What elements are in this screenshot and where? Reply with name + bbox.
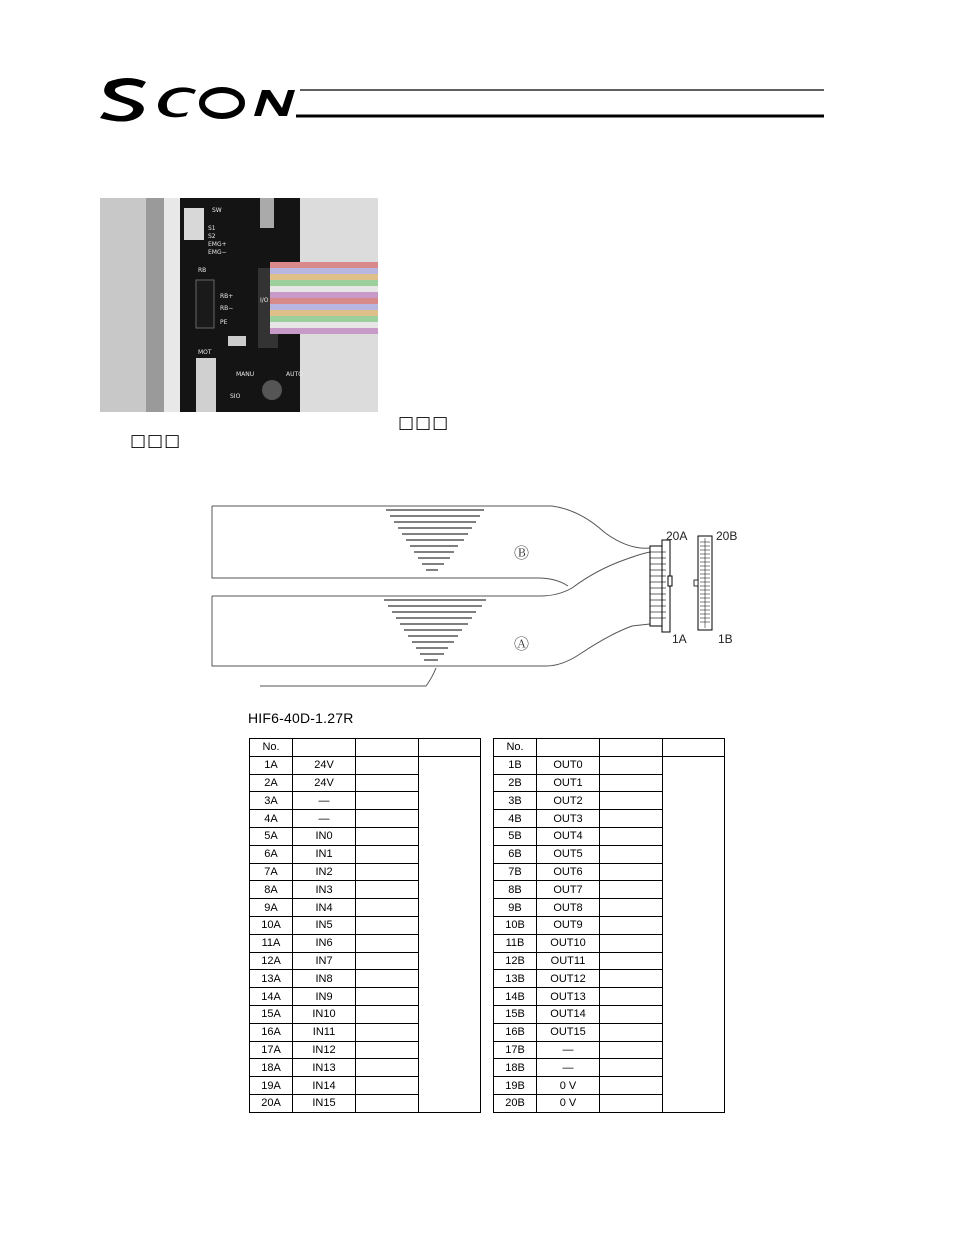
pin-label-20b: 20B xyxy=(716,529,738,543)
blank-cell xyxy=(356,952,419,970)
cable-b-lower-return xyxy=(212,552,650,596)
flat-cable-diagram xyxy=(200,496,760,696)
header-blank xyxy=(600,739,663,757)
pin-number-cell: 2B xyxy=(494,774,537,792)
blank-cell xyxy=(356,988,419,1006)
table-header-row xyxy=(494,739,725,757)
blank-cell xyxy=(356,1094,419,1112)
signal-cell: OUT10 xyxy=(537,934,600,952)
photo-label-sio: SIO xyxy=(230,393,241,400)
logo-s-glyph xyxy=(100,78,146,122)
logo-n-glyph xyxy=(254,90,295,116)
blank-cell xyxy=(356,1077,419,1095)
signal-cell: OUT14 xyxy=(537,1005,600,1023)
blank-cell xyxy=(356,827,419,845)
pin-number-cell: 9B xyxy=(494,899,537,917)
pin-number-cell: 6B xyxy=(494,845,537,863)
blank-cell xyxy=(600,988,663,1006)
blank-cell xyxy=(600,1041,663,1059)
blank-cell xyxy=(356,970,419,988)
signal-cell: IN6 xyxy=(293,934,356,952)
signal-cell: IN9 xyxy=(293,988,356,1006)
blank-cell xyxy=(356,810,419,828)
pin-number-cell: 3B xyxy=(494,792,537,810)
blank-cell xyxy=(600,845,663,863)
front-connector xyxy=(694,536,712,630)
header-blank xyxy=(356,739,419,757)
pin-label-1b: 1B xyxy=(718,632,733,646)
pin-label-20a: 20A xyxy=(666,529,688,543)
signal-cell: OUT8 xyxy=(537,899,600,917)
signal-cell: OUT13 xyxy=(537,988,600,1006)
signal-cell: — xyxy=(293,792,356,810)
pin-number-cell: 13A xyxy=(250,970,293,988)
signal-cell: — xyxy=(537,1059,600,1077)
blank-cell xyxy=(600,810,663,828)
blank-cell xyxy=(600,1094,663,1112)
pin-number-cell: 5B xyxy=(494,827,537,845)
logo-c-glyph xyxy=(158,87,196,117)
blank-cell xyxy=(600,934,663,952)
blank-cell xyxy=(600,1005,663,1023)
blank-cell xyxy=(356,845,419,863)
blank-cell xyxy=(600,881,663,899)
pin-number-cell: 20B xyxy=(494,1094,537,1112)
blank-cell xyxy=(356,934,419,952)
blank-cell xyxy=(356,1059,419,1077)
signal-cell: OUT9 xyxy=(537,916,600,934)
signal-cell: OUT7 xyxy=(537,881,600,899)
pin-number-cell: 16A xyxy=(250,1023,293,1041)
placeholder-glyphs-2: □□□ xyxy=(130,431,182,451)
blank-cell xyxy=(600,827,663,845)
photo-label-pe: PE xyxy=(220,319,228,326)
header-blank xyxy=(419,739,481,757)
signal-cell: OUT5 xyxy=(537,845,600,863)
signal-cell: IN0 xyxy=(293,827,356,845)
photo-label-s2: S2 xyxy=(208,233,216,240)
pin-table-a xyxy=(249,738,481,1113)
pin-number-cell: 17A xyxy=(250,1041,293,1059)
signal-cell: IN5 xyxy=(293,916,356,934)
signal-cell: IN1 xyxy=(293,845,356,863)
signal-cell: IN11 xyxy=(293,1023,356,1041)
signal-cell: IN7 xyxy=(293,952,356,970)
signal-cell: IN2 xyxy=(293,863,356,881)
blank-cell xyxy=(600,916,663,934)
signal-cell: OUT15 xyxy=(537,1023,600,1041)
pin-number-cell: 12A xyxy=(250,952,293,970)
blank-cell xyxy=(600,899,663,917)
header-blank xyxy=(663,739,725,757)
pin-number-cell: 20A xyxy=(250,1094,293,1112)
header-blank xyxy=(293,739,356,757)
signal-cell: OUT11 xyxy=(537,952,600,970)
blank-cell xyxy=(356,756,419,774)
signal-cell: IN14 xyxy=(293,1077,356,1095)
pin-table-a-body xyxy=(250,739,481,1113)
blank-cell xyxy=(356,916,419,934)
pin-number-cell: 6A xyxy=(250,845,293,863)
photo-label-rb-minus: RB− xyxy=(220,305,234,312)
blank-cell xyxy=(600,970,663,988)
cable-b-wires xyxy=(386,510,484,570)
pin-number-cell: 9A xyxy=(250,899,293,917)
pin-number-cell: 3A xyxy=(250,792,293,810)
signal-cell: IN4 xyxy=(293,899,356,917)
signal-cell: IN10 xyxy=(293,1005,356,1023)
photo-label-emg-minus: EMG− xyxy=(208,249,227,256)
pin-number-cell: 7B xyxy=(494,863,537,881)
pin-number-cell: 4A xyxy=(250,810,293,828)
header-no: No. xyxy=(250,739,293,757)
pin-table-b xyxy=(493,738,725,1113)
blank-cell xyxy=(356,1005,419,1023)
photo-label-rb: RB xyxy=(198,267,207,274)
pin-number-cell: 12B xyxy=(494,952,537,970)
photo-label-emg-plus: EMG+ xyxy=(208,241,227,248)
table-row xyxy=(494,756,725,774)
blank-cell xyxy=(600,863,663,881)
blank-cell xyxy=(600,1077,663,1095)
pin-number-cell: 10B xyxy=(494,916,537,934)
pin-label-1a: 1A xyxy=(672,632,687,646)
signal-cell: OUT0 xyxy=(537,756,600,774)
signal-cell: 24V xyxy=(293,774,356,792)
pin-number-cell: 10A xyxy=(250,916,293,934)
signal-cell: IN3 xyxy=(293,881,356,899)
pin-number-cell: 5A xyxy=(250,827,293,845)
blank-cell xyxy=(600,1023,663,1041)
signal-cell: OUT3 xyxy=(537,810,600,828)
pin-number-cell: 18B xyxy=(494,1059,537,1077)
pin-number-cell: 11A xyxy=(250,934,293,952)
signal-cell: 24V xyxy=(293,756,356,774)
side-connector xyxy=(650,540,672,632)
signal-cell: 0 V xyxy=(537,1094,600,1112)
photo-label-auto: AUTO xyxy=(286,371,303,378)
pin-number-cell: 14A xyxy=(250,988,293,1006)
signal-cell: IN8 xyxy=(293,970,356,988)
blank-cell xyxy=(600,774,663,792)
pin-number-cell: 18A xyxy=(250,1059,293,1077)
pin-number-cell: 1B xyxy=(494,756,537,774)
cable-lead-line xyxy=(260,668,436,686)
photo-label-mot: MOT xyxy=(198,349,212,356)
pin-number-cell: 15A xyxy=(250,1005,293,1023)
cable-label-a: Ⓐ xyxy=(514,635,530,653)
blank-cell xyxy=(356,863,419,881)
signal-cell: IN12 xyxy=(293,1041,356,1059)
blank-cell xyxy=(356,1041,419,1059)
blank-cell xyxy=(600,952,663,970)
header-blank xyxy=(537,739,600,757)
blank-cell xyxy=(600,756,663,774)
signal-cell: OUT6 xyxy=(537,863,600,881)
blank-cell xyxy=(356,792,419,810)
header-no: No. xyxy=(494,739,537,757)
pin-number-cell: 13B xyxy=(494,970,537,988)
signal-cell: IN15 xyxy=(293,1094,356,1112)
photo-label-rb-plus: RB+ xyxy=(220,293,234,300)
blank-cell xyxy=(600,792,663,810)
signal-cell: OUT4 xyxy=(537,827,600,845)
pin-number-cell: 17B xyxy=(494,1041,537,1059)
cable-b-top-edge xyxy=(212,506,650,548)
pin-table-b-body xyxy=(494,739,725,1113)
signal-cell: OUT12 xyxy=(537,970,600,988)
signal-cell: OUT1 xyxy=(537,774,600,792)
pin-number-cell: 7A xyxy=(250,863,293,881)
logo-o-glyph xyxy=(202,90,242,116)
signal-cell: IN13 xyxy=(293,1059,356,1077)
blank-cell xyxy=(600,1059,663,1077)
placeholder-glyphs-1: □□□ xyxy=(398,413,450,433)
cable-a-wires xyxy=(384,600,486,660)
signal-cell: — xyxy=(293,810,356,828)
merged-blank-cell xyxy=(663,756,725,1112)
blank-cell xyxy=(356,899,419,917)
blank-cell xyxy=(356,1023,419,1041)
photo-label-io: I/O xyxy=(260,297,269,304)
pin-number-cell: 15B xyxy=(494,1005,537,1023)
photo-label-s1: S1 xyxy=(208,225,216,232)
ribbon-cable xyxy=(270,262,378,334)
pin-number-cell: 14B xyxy=(494,988,537,1006)
table-row xyxy=(250,756,481,774)
signal-cell: — xyxy=(537,1041,600,1059)
pin-number-cell: 19B xyxy=(494,1077,537,1095)
pin-number-cell: 4B xyxy=(494,810,537,828)
pin-number-cell: 11B xyxy=(494,934,537,952)
table-header-row xyxy=(250,739,481,757)
scon-logo xyxy=(88,72,828,130)
pin-number-cell: 2A xyxy=(250,774,293,792)
blank-cell xyxy=(356,774,419,792)
signal-cell: OUT2 xyxy=(537,792,600,810)
controller-photo xyxy=(100,198,378,412)
photo-label-manu: MANU xyxy=(236,371,255,378)
blank-cell xyxy=(356,881,419,899)
cable-label-b: Ⓑ xyxy=(514,544,530,562)
pin-number-cell: 8B xyxy=(494,881,537,899)
photo-label-sw: SW xyxy=(212,207,222,214)
signal-cell: 0 V xyxy=(537,1077,600,1095)
pin-number-cell: 19A xyxy=(250,1077,293,1095)
merged-blank-cell xyxy=(419,756,481,1112)
pin-number-cell: 16B xyxy=(494,1023,537,1041)
pin-number-cell: 1A xyxy=(250,756,293,774)
connector-model-label: HIF6-40D-1.27R xyxy=(248,710,354,726)
pin-number-cell: 8A xyxy=(250,881,293,899)
